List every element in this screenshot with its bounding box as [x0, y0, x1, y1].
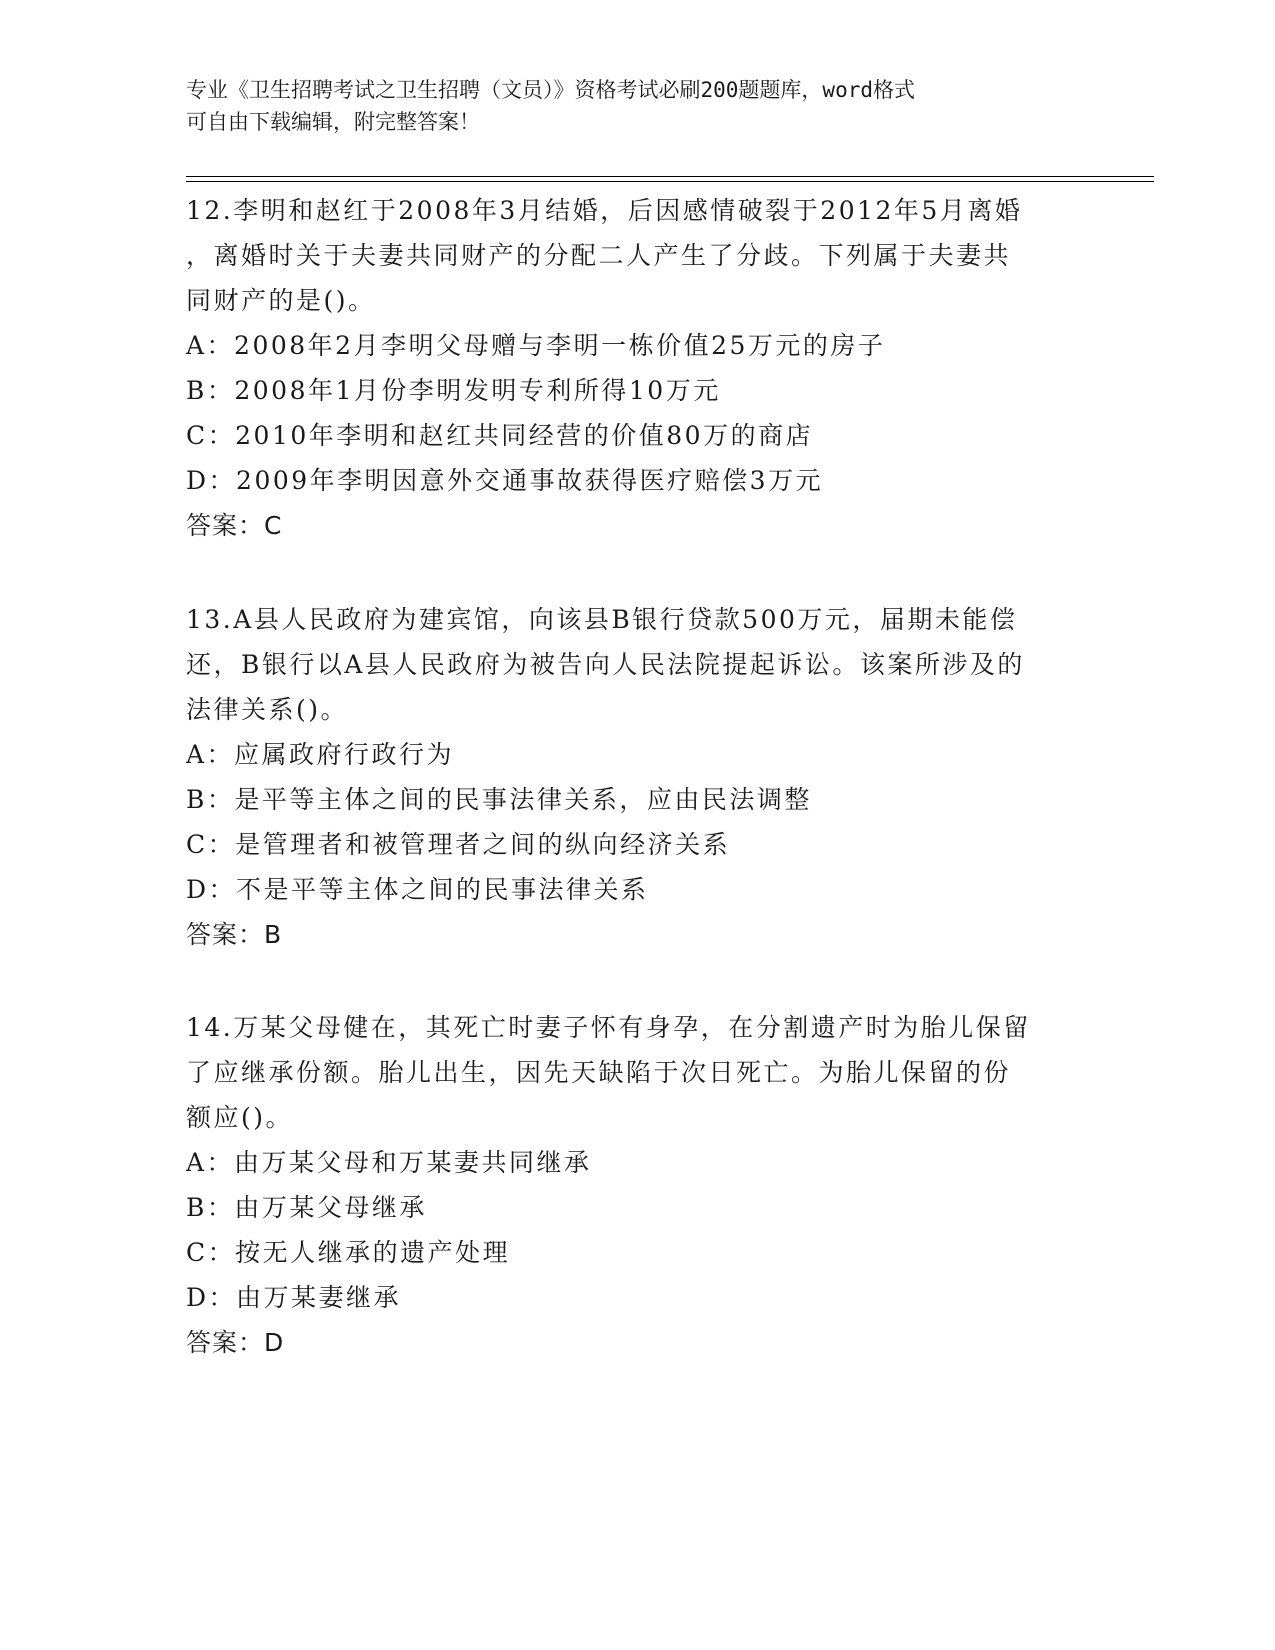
question-stem [186, 597, 1086, 732]
question-stem-line: 还，B银行以A县人民政府为被告向人民法院提起诉讼。该案所涉及的 [186, 650, 1025, 679]
answer-text: 答案：C [186, 511, 283, 540]
question-stem-line: ，离婚时关于夫妻共同财产的分配二人产生了分歧。下列属于夫妻共 [186, 241, 1012, 270]
option-d: D：2009年李明因意外交通事故获得医疗赔偿3万元 [186, 466, 824, 495]
option-a: A：由万某父母和万某妻共同继承 [186, 1148, 592, 1177]
option-d: D：由万某妻继承 [186, 1283, 402, 1312]
header-line-1: 专业《卫生招聘考试之卫生招聘（文员）》资格考试必刷200题题库，word格式 [186, 78, 915, 102]
option-c: C：按无人继承的遗产处理 [186, 1238, 511, 1267]
option-b: B：2008年1月份李明发明专利所得10万元 [186, 376, 721, 405]
question-12 [186, 188, 1086, 548]
option-a: A：应属政府行政行为 [186, 740, 455, 769]
question-14 [186, 1005, 1086, 1365]
option-c: C：是管理者和被管理者之间的纵向经济关系 [186, 830, 731, 859]
question-stem [186, 1005, 1086, 1140]
question-stem-line: 12.李明和赵红于2008年3月结婚，后因感情破裂于2012年5月离婚 [186, 196, 1023, 225]
header-divider-top [186, 176, 1154, 177]
question-stem-line: 同财产的是()。 [186, 286, 376, 315]
question-stem-line: 法律关系()。 [186, 695, 349, 724]
answer-text: 答案：D [186, 1328, 285, 1357]
option-c: C：2010年李明和赵红共同经营的价值80万的商店 [186, 421, 814, 450]
question-stem-line: 额应()。 [186, 1103, 294, 1132]
question-stem [186, 188, 1086, 323]
question-stem-line: 14.万某父母健在，其死亡时妻子怀有身孕，在分割遗产时为胎儿保留 [186, 1013, 1031, 1042]
header-line-2: 可自由下载编辑，附完整答案！ [186, 110, 480, 134]
option-b: B：是平等主体之间的民事法律关系，应由民法调整 [186, 785, 812, 814]
question-stem-line: 了应继承份额。胎儿出生，因先天缺陷于次日死亡。为胎儿保留的份 [186, 1058, 1012, 1087]
question-13 [186, 597, 1086, 957]
answer-text: 答案：B [186, 920, 283, 949]
option-d: D：不是平等主体之间的民事法律关系 [186, 875, 649, 904]
option-a: A：2008年2月李明父母赠与李明一栋价值25万元的房子 [186, 331, 886, 360]
question-stem-line: 13.A县人民政府为建宾馆，向该县B银行贷款500万元，届期未能偿 [186, 605, 1018, 634]
header-divider-bottom [186, 181, 1154, 182]
option-b: B：由万某父母继承 [186, 1193, 427, 1222]
document-header [186, 74, 1066, 138]
